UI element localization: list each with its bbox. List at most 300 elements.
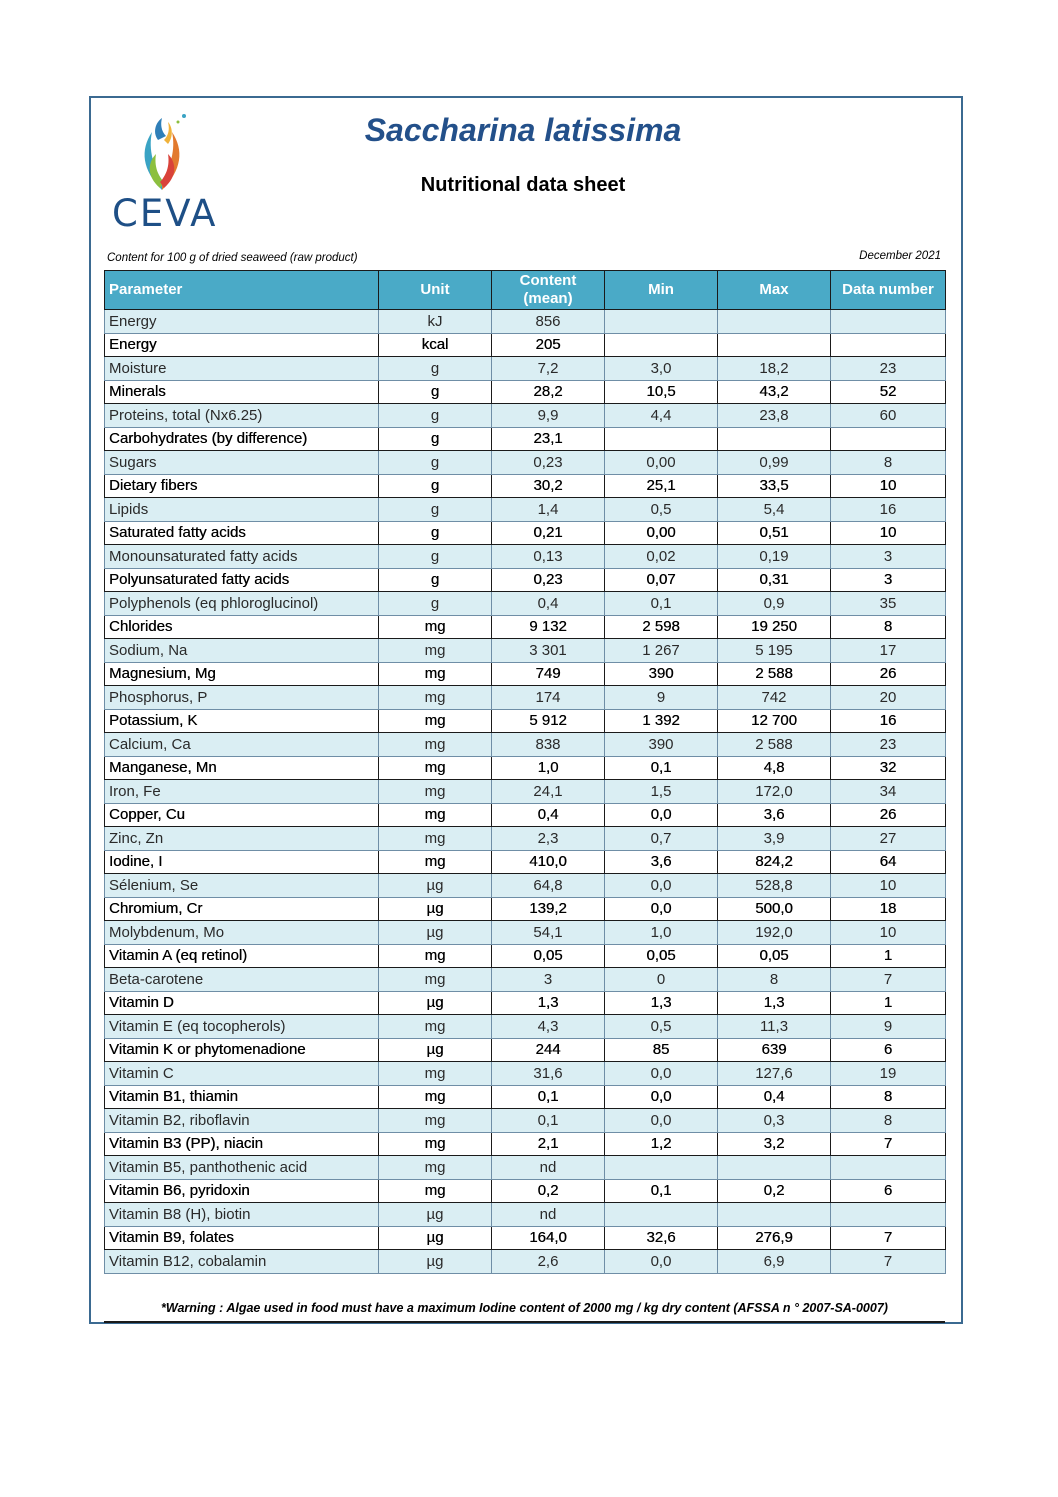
- cell-content: 0,21: [492, 521, 605, 545]
- cell-parameter: Vitamin D: [105, 991, 379, 1015]
- cell-content: 0,23: [492, 451, 605, 475]
- cell-data-number: 7: [831, 1226, 946, 1250]
- cell-parameter: Vitamin B3 (PP), niacin: [105, 1132, 379, 1156]
- table-row: [105, 1203, 946, 1227]
- table-row: [105, 521, 946, 545]
- cell-data-number: [831, 1156, 946, 1180]
- table-row: [105, 944, 946, 968]
- cell-min: 0,0: [605, 803, 718, 827]
- cell-min: 0,0: [605, 897, 718, 921]
- date-note: December 2021: [859, 250, 941, 262]
- cell-min: 0,0: [605, 874, 718, 898]
- table-row: [105, 1226, 946, 1250]
- cell-content: 31,6: [492, 1062, 605, 1086]
- table-row: [105, 827, 946, 851]
- cell-data-number: 10: [831, 921, 946, 945]
- table-row: [105, 803, 946, 827]
- cell-content: 30,2: [492, 474, 605, 498]
- cell-unit: kJ: [379, 310, 492, 334]
- cell-max: 3,6: [718, 803, 831, 827]
- cell-max: 0,4: [718, 1085, 831, 1109]
- cell-parameter: Vitamin B9, folates: [105, 1226, 379, 1250]
- cell-unit: mg: [379, 733, 492, 757]
- cell-max: 19 250: [718, 615, 831, 639]
- cell-max: 4,8: [718, 756, 831, 780]
- cell-data-number: 1: [831, 944, 946, 968]
- cell-min: [605, 1156, 718, 1180]
- table-row: [105, 1038, 946, 1062]
- cell-content: 54,1: [492, 921, 605, 945]
- cell-min: 10,5: [605, 380, 718, 404]
- cell-unit: g: [379, 451, 492, 475]
- cell-unit: µg: [379, 874, 492, 898]
- cell-unit: mg: [379, 686, 492, 710]
- cell-unit: mg: [379, 615, 492, 639]
- cell-min: 0,0: [605, 1085, 718, 1109]
- cell-parameter: Vitamin B1, thiamin: [105, 1085, 379, 1109]
- cell-max: 3,2: [718, 1132, 831, 1156]
- cell-unit: g: [379, 380, 492, 404]
- cell-max: 3,9: [718, 827, 831, 851]
- cell-content: 749: [492, 662, 605, 686]
- cell-content: 1,4: [492, 498, 605, 522]
- cell-content: 1,0: [492, 756, 605, 780]
- cell-data-number: 3: [831, 568, 946, 592]
- cell-content: 3: [492, 968, 605, 992]
- cell-max: 824,2: [718, 850, 831, 874]
- cell-parameter: Zinc, Zn: [105, 827, 379, 851]
- cell-parameter: Chlorides: [105, 615, 379, 639]
- cell-data-number: 8: [831, 451, 946, 475]
- cell-unit: mg: [379, 1062, 492, 1086]
- cell-parameter: Carbohydrates (by difference): [105, 427, 379, 451]
- cell-content: 5 912: [492, 709, 605, 733]
- table-row: [105, 427, 946, 451]
- nutrition-table: [104, 270, 946, 1274]
- cell-parameter: Vitamin B5, panthothenic acid: [105, 1156, 379, 1180]
- table-row: [105, 897, 946, 921]
- cell-max: 0,99: [718, 451, 831, 475]
- cell-unit: mg: [379, 803, 492, 827]
- cell-unit: mg: [379, 1109, 492, 1133]
- cell-parameter: Vitamin A (eq retinol): [105, 944, 379, 968]
- cell-data-number: 3: [831, 545, 946, 569]
- cell-max: [718, 1203, 831, 1227]
- cell-parameter: Energy: [105, 310, 379, 334]
- cell-max: 43,2: [718, 380, 831, 404]
- cell-data-number: 26: [831, 662, 946, 686]
- cell-max: 2 588: [718, 733, 831, 757]
- page-subtitle: Nutritional data sheet: [420, 174, 626, 196]
- cell-content: 64,8: [492, 874, 605, 898]
- cell-max: [718, 1156, 831, 1180]
- cell-unit: mg: [379, 709, 492, 733]
- column-header-content-line1: Content: [519, 272, 577, 289]
- table-row: [105, 333, 946, 357]
- cell-content: 164,0: [492, 1226, 605, 1250]
- cell-content: 28,2: [492, 380, 605, 404]
- cell-max: 5,4: [718, 498, 831, 522]
- cell-unit: mg: [379, 639, 492, 663]
- cell-unit: mg: [379, 1015, 492, 1039]
- cell-min: 390: [605, 662, 718, 686]
- column-header-min: Min: [605, 271, 718, 310]
- cell-unit: g: [379, 568, 492, 592]
- cell-parameter: Sélenium, Se: [105, 874, 379, 898]
- table-row: [105, 1085, 946, 1109]
- cell-max: [718, 427, 831, 451]
- table-row: [105, 545, 946, 569]
- cell-max: 528,8: [718, 874, 831, 898]
- cell-min: 0,7: [605, 827, 718, 851]
- cell-parameter: Vitamin E (eq tocopherols): [105, 1015, 379, 1039]
- cell-data-number: [831, 1203, 946, 1227]
- cell-data-number: [831, 427, 946, 451]
- cell-max: 11,3: [718, 1015, 831, 1039]
- cell-data-number: 7: [831, 1250, 946, 1274]
- cell-data-number: 10: [831, 474, 946, 498]
- cell-data-number: 52: [831, 380, 946, 404]
- cell-data-number: 8: [831, 1109, 946, 1133]
- cell-data-number: 27: [831, 827, 946, 851]
- cell-unit: g: [379, 592, 492, 616]
- cell-parameter: Vitamin C: [105, 1062, 379, 1086]
- table-row: [105, 592, 946, 616]
- cell-unit: mg: [379, 1085, 492, 1109]
- cell-data-number: 34: [831, 780, 946, 804]
- cell-max: 192,0: [718, 921, 831, 945]
- cell-min: 0: [605, 968, 718, 992]
- cell-parameter: Proteins, total (Nx6.25): [105, 404, 379, 428]
- page-title: Saccharina latissima: [364, 112, 682, 148]
- cell-max: 0,51: [718, 521, 831, 545]
- cell-unit: mg: [379, 850, 492, 874]
- cell-data-number: 20: [831, 686, 946, 710]
- iodine-warning: *Warning : Algae used in food must have a maximum Iodine content of 2000 mg / kg dry content (AFSSA n ° 2007-SA-0007): [161, 1301, 888, 1315]
- cell-unit: g: [379, 521, 492, 545]
- table-row: [105, 874, 946, 898]
- cell-unit: g: [379, 474, 492, 498]
- cell-parameter: Monounsaturated fatty acids: [105, 545, 379, 569]
- column-header-data-number: Data number: [831, 271, 946, 310]
- cell-max: 18,2: [718, 357, 831, 381]
- cell-data-number: 6: [831, 1179, 946, 1203]
- cell-max: 23,8: [718, 404, 831, 428]
- cell-parameter: Sodium, Na: [105, 639, 379, 663]
- cell-unit: µg: [379, 1203, 492, 1227]
- table-row: [105, 639, 946, 663]
- cell-unit: mg: [379, 756, 492, 780]
- cell-content: 0,2: [492, 1179, 605, 1203]
- cell-content: 2,6: [492, 1250, 605, 1274]
- cell-data-number: 64: [831, 850, 946, 874]
- cell-parameter: Molybdenum, Mo: [105, 921, 379, 945]
- cell-data-number: 35: [831, 592, 946, 616]
- cell-parameter: Vitamin B6, pyridoxin: [105, 1179, 379, 1203]
- cell-unit: mg: [379, 1179, 492, 1203]
- cell-min: 0,0: [605, 1250, 718, 1274]
- cell-content: 9,9: [492, 404, 605, 428]
- cell-data-number: 16: [831, 498, 946, 522]
- cell-unit: mg: [379, 827, 492, 851]
- cell-min: 0,00: [605, 521, 718, 545]
- cell-unit: mg: [379, 780, 492, 804]
- cell-parameter: Copper, Cu: [105, 803, 379, 827]
- cell-parameter: Moisture: [105, 357, 379, 381]
- cell-data-number: 8: [831, 1085, 946, 1109]
- cell-parameter: Potassium, K: [105, 709, 379, 733]
- cell-min: 0,1: [605, 1179, 718, 1203]
- cell-min: 1 267: [605, 639, 718, 663]
- cell-unit: kcal: [379, 333, 492, 357]
- cell-parameter: Calcium, Ca: [105, 733, 379, 757]
- column-header-max: Max: [718, 271, 831, 310]
- cell-unit: mg: [379, 944, 492, 968]
- cell-parameter: Saturated fatty acids: [105, 521, 379, 545]
- cell-parameter: Vitamin B8 (H), biotin: [105, 1203, 379, 1227]
- cell-unit: g: [379, 427, 492, 451]
- cell-content: 24,1: [492, 780, 605, 804]
- cell-min: 1,3: [605, 991, 718, 1015]
- cell-min: 0,5: [605, 1015, 718, 1039]
- cell-data-number: 9: [831, 1015, 946, 1039]
- cell-max: 2 588: [718, 662, 831, 686]
- cell-unit: mg: [379, 1132, 492, 1156]
- cell-parameter: Minerals: [105, 380, 379, 404]
- table-row: [105, 686, 946, 710]
- cell-data-number: 23: [831, 357, 946, 381]
- cell-max: 0,9: [718, 592, 831, 616]
- cell-max: 0,3: [718, 1109, 831, 1133]
- cell-content: nd: [492, 1156, 605, 1180]
- cell-max: 0,2: [718, 1179, 831, 1203]
- column-header-unit: Unit: [379, 271, 492, 310]
- cell-data-number: 18: [831, 897, 946, 921]
- cell-parameter: Vitamin K or phytomenadione: [105, 1038, 379, 1062]
- cell-data-number: 23: [831, 733, 946, 757]
- cell-max: 1,3: [718, 991, 831, 1015]
- cell-min: 0,00: [605, 451, 718, 475]
- cell-unit: µg: [379, 1226, 492, 1250]
- cell-max: 12 700: [718, 709, 831, 733]
- cell-data-number: 26: [831, 803, 946, 827]
- table-row: [105, 310, 946, 334]
- cell-content: 244: [492, 1038, 605, 1062]
- cell-min: 0,1: [605, 756, 718, 780]
- cell-max: 0,05: [718, 944, 831, 968]
- cell-content: 174: [492, 686, 605, 710]
- cell-content: 0,1: [492, 1109, 605, 1133]
- cell-content: 0,1: [492, 1085, 605, 1109]
- cell-unit: µg: [379, 921, 492, 945]
- cell-max: 8: [718, 968, 831, 992]
- cell-min: [605, 1203, 718, 1227]
- cell-unit: mg: [379, 1156, 492, 1180]
- cell-unit: µg: [379, 991, 492, 1015]
- table-row: [105, 380, 946, 404]
- cell-parameter: Sugars: [105, 451, 379, 475]
- cell-content: 3 301: [492, 639, 605, 663]
- cell-content: 0,05: [492, 944, 605, 968]
- cell-min: 0,0: [605, 1062, 718, 1086]
- cell-data-number: 16: [831, 709, 946, 733]
- cell-max: 276,9: [718, 1226, 831, 1250]
- cell-max: 742: [718, 686, 831, 710]
- bottom-divider: [104, 1321, 945, 1323]
- cell-min: 1,0: [605, 921, 718, 945]
- cell-unit: µg: [379, 1038, 492, 1062]
- table-row: [105, 780, 946, 804]
- cell-min: 1 392: [605, 709, 718, 733]
- cell-min: 0,07: [605, 568, 718, 592]
- cell-max: 33,5: [718, 474, 831, 498]
- cell-max: 0,31: [718, 568, 831, 592]
- cell-unit: g: [379, 545, 492, 569]
- cell-content: 0,4: [492, 592, 605, 616]
- cell-content: 4,3: [492, 1015, 605, 1039]
- cell-content: 139,2: [492, 897, 605, 921]
- table-row: [105, 709, 946, 733]
- cell-content: 1,3: [492, 991, 605, 1015]
- cell-content: 2,1: [492, 1132, 605, 1156]
- table-row: [105, 968, 946, 992]
- cell-data-number: 7: [831, 1132, 946, 1156]
- table-row: [105, 1015, 946, 1039]
- cell-min: 2 598: [605, 615, 718, 639]
- column-header-content-line2: (mean): [523, 290, 573, 307]
- cell-content: 205: [492, 333, 605, 357]
- cell-parameter: Chromium, Cr: [105, 897, 379, 921]
- cell-parameter: Iodine, I: [105, 850, 379, 874]
- table-row: [105, 991, 946, 1015]
- cell-max: 172,0: [718, 780, 831, 804]
- cell-min: 3,0: [605, 357, 718, 381]
- table-row: [105, 1132, 946, 1156]
- cell-unit: µg: [379, 897, 492, 921]
- cell-data-number: 19: [831, 1062, 946, 1086]
- cell-content: 856: [492, 310, 605, 334]
- cell-unit: g: [379, 498, 492, 522]
- cell-parameter: Vitamin B2, riboflavin: [105, 1109, 379, 1133]
- cell-max: 6,9: [718, 1250, 831, 1274]
- cell-content: 2,3: [492, 827, 605, 851]
- column-header-content: [492, 271, 605, 310]
- cell-data-number: 32: [831, 756, 946, 780]
- table-row: [105, 451, 946, 475]
- table-row: [105, 498, 946, 522]
- cell-parameter: Beta-carotene: [105, 968, 379, 992]
- cell-data-number: 60: [831, 404, 946, 428]
- cell-content: 0,4: [492, 803, 605, 827]
- cell-min: 1,2: [605, 1132, 718, 1156]
- cell-min: [605, 333, 718, 357]
- cell-unit: mg: [379, 662, 492, 686]
- table-row: [105, 850, 946, 874]
- table-row: [105, 1062, 946, 1086]
- cell-min: 0,05: [605, 944, 718, 968]
- table-row: [105, 404, 946, 428]
- cell-parameter: Manganese, Mn: [105, 756, 379, 780]
- table-row: [105, 733, 946, 757]
- table-row: [105, 1179, 946, 1203]
- cell-min: 3,6: [605, 850, 718, 874]
- cell-min: 1,5: [605, 780, 718, 804]
- cell-data-number: 6: [831, 1038, 946, 1062]
- cell-min: 32,6: [605, 1226, 718, 1250]
- table-row: [105, 921, 946, 945]
- cell-max: 127,6: [718, 1062, 831, 1086]
- cell-content: 838: [492, 733, 605, 757]
- cell-content: 7,2: [492, 357, 605, 381]
- cell-content: 9 132: [492, 615, 605, 639]
- table-row: [105, 1156, 946, 1180]
- cell-data-number: 17: [831, 639, 946, 663]
- cell-min: 4,4: [605, 404, 718, 428]
- cell-content: 23,1: [492, 427, 605, 451]
- cell-content: nd: [492, 1203, 605, 1227]
- cell-parameter: Dietary fibers: [105, 474, 379, 498]
- cell-parameter: Phosphorus, P: [105, 686, 379, 710]
- cell-min: 390: [605, 733, 718, 757]
- cell-min: 0,5: [605, 498, 718, 522]
- cell-max: 639: [718, 1038, 831, 1062]
- cell-unit: g: [379, 404, 492, 428]
- cell-parameter: Vitamin B12, cobalamin: [105, 1250, 379, 1274]
- cell-data-number: 8: [831, 615, 946, 639]
- cell-min: [605, 427, 718, 451]
- ceva-logo-text: CEVA: [112, 192, 218, 235]
- cell-parameter: Magnesium, Mg: [105, 662, 379, 686]
- cell-unit: mg: [379, 968, 492, 992]
- cell-parameter: Iron, Fe: [105, 780, 379, 804]
- cell-parameter: Polyunsaturated fatty acids: [105, 568, 379, 592]
- content-basis-note: Content for 100 g of dried seaweed (raw product): [107, 252, 358, 264]
- cell-max: [718, 310, 831, 334]
- cell-max: 500,0: [718, 897, 831, 921]
- cell-min: 0,02: [605, 545, 718, 569]
- cell-content: 0,23: [492, 568, 605, 592]
- table-row: [105, 1250, 946, 1274]
- table-row: [105, 662, 946, 686]
- cell-min: [605, 310, 718, 334]
- cell-min: 85: [605, 1038, 718, 1062]
- cell-data-number: 7: [831, 968, 946, 992]
- cell-data-number: 10: [831, 521, 946, 545]
- cell-unit: g: [379, 357, 492, 381]
- cell-data-number: 10: [831, 874, 946, 898]
- cell-max: 5 195: [718, 639, 831, 663]
- cell-min: 25,1: [605, 474, 718, 498]
- cell-max: 0,19: [718, 545, 831, 569]
- cell-data-number: 1: [831, 991, 946, 1015]
- table-header-row: [105, 271, 946, 310]
- cell-content: 410,0: [492, 850, 605, 874]
- cell-min: 9: [605, 686, 718, 710]
- cell-parameter: Lipids: [105, 498, 379, 522]
- table-row: [105, 1109, 946, 1133]
- cell-parameter: Polyphenols (eq phloroglucinol): [105, 592, 379, 616]
- column-header-parameter: Parameter: [105, 271, 379, 310]
- table-row: [105, 756, 946, 780]
- cell-min: 0,1: [605, 592, 718, 616]
- cell-data-number: [831, 310, 946, 334]
- table-row: [105, 474, 946, 498]
- cell-content: 0,13: [492, 545, 605, 569]
- table-row: [105, 568, 946, 592]
- cell-unit: µg: [379, 1250, 492, 1274]
- cell-data-number: [831, 333, 946, 357]
- table-row: [105, 615, 946, 639]
